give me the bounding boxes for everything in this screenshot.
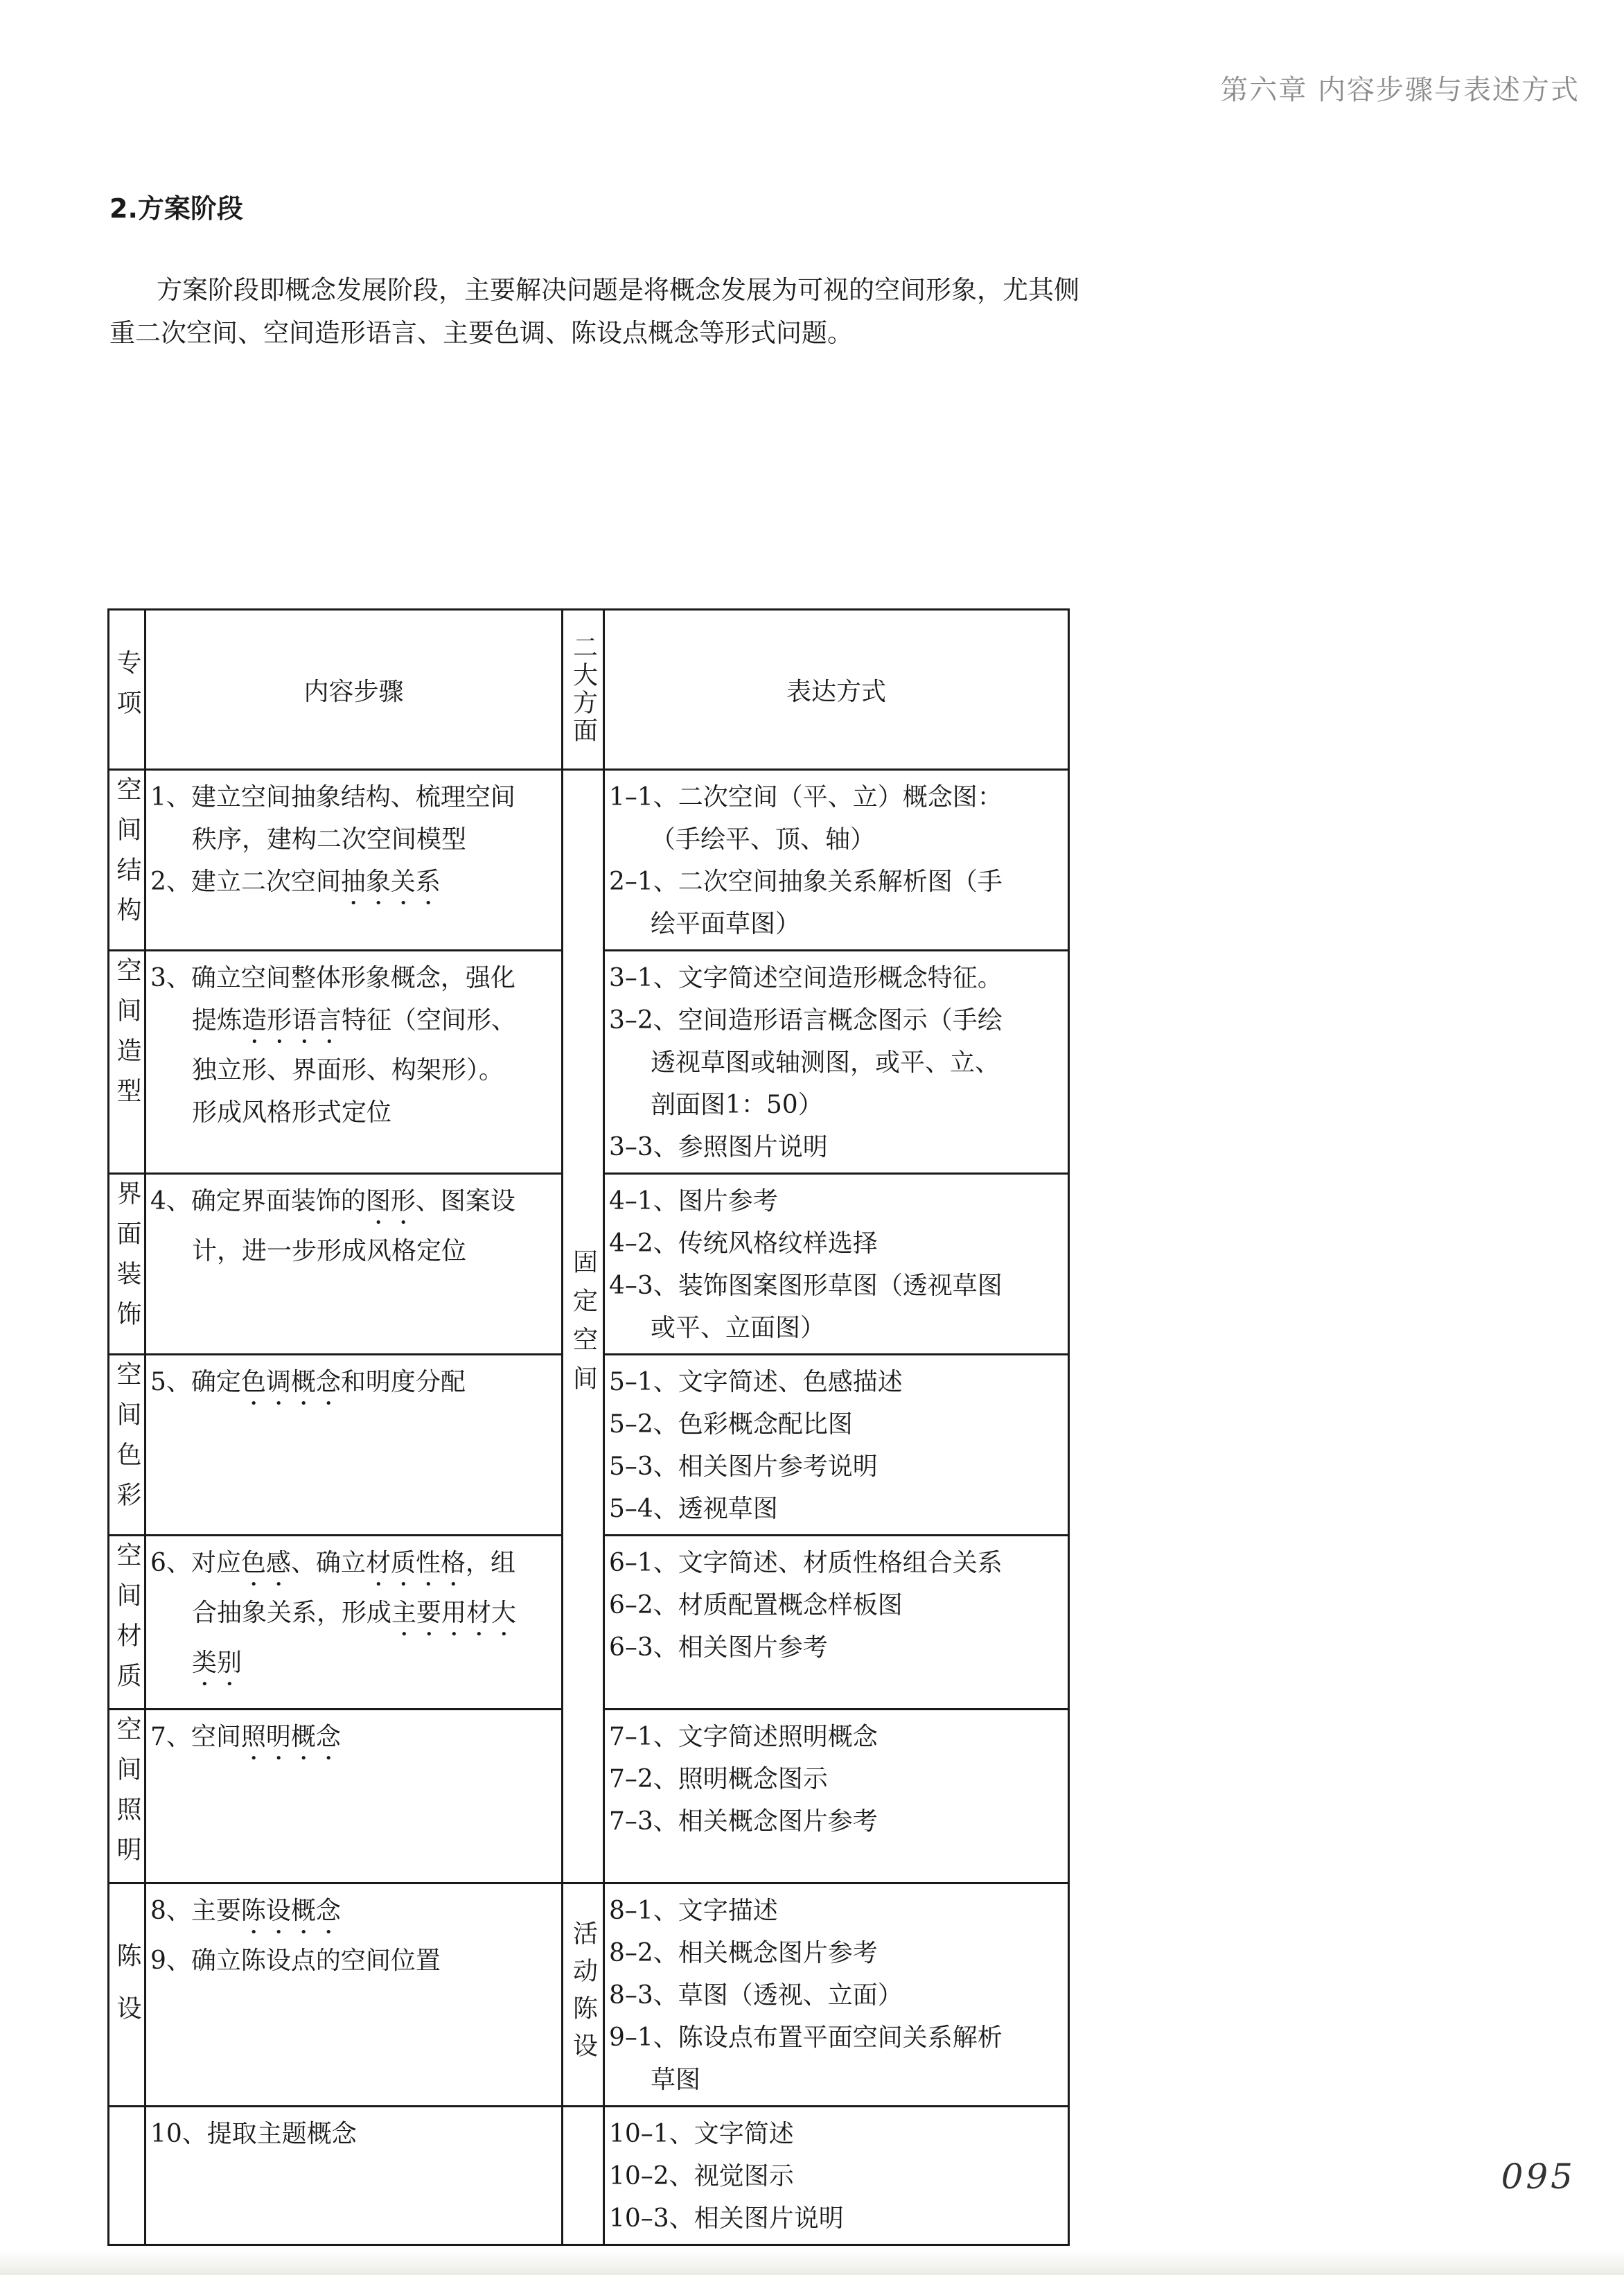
topic-text: 空间结构	[113, 776, 141, 937]
emphasized-text: 材质性格	[365, 1549, 466, 1577]
topic-text: 空间色彩	[113, 1361, 141, 1522]
header-expression	[604, 610, 1069, 770]
page-bottom-edge	[0, 2250, 1624, 2275]
cell-text: 8–1、文字描述	[609, 1897, 778, 1925]
topic-cell	[109, 1174, 145, 1355]
cell-line	[609, 1890, 1065, 1932]
cell-line	[609, 1488, 1065, 1530]
header-steps-text: 内容步骤	[303, 677, 404, 706]
cell-text: 和明度分配	[340, 1368, 466, 1396]
cell-text: 9、确立陈设点的空间位置	[150, 1947, 441, 1975]
emphasized-text: 造形语言	[242, 1006, 342, 1035]
cell-line	[609, 1446, 1065, 1488]
cell-text: 、确立	[290, 1549, 366, 1577]
cell-text: 3、确立空间整体形象概念，强化	[150, 964, 515, 992]
cell-text: 绘平面草图）	[651, 910, 801, 938]
cell-text: 8、主要	[150, 1897, 241, 1925]
cell-text: 形成风格形式定位	[192, 1098, 392, 1127]
topic-cell	[109, 1710, 145, 1883]
cell-text: 7、空间	[150, 1723, 241, 1751]
cell-text: （手绘平、顶、轴）	[651, 825, 876, 854]
aspect-movable-cell	[563, 1883, 604, 2107]
expression-cell	[604, 1174, 1069, 1355]
cell-text: 草图	[651, 2066, 701, 2094]
cell-text: 2、建立二次空间	[150, 868, 341, 896]
header-topic-text: 专项	[113, 649, 141, 730]
topic-cell	[109, 770, 145, 951]
cell-text: 独立形、界面形、构架形）。	[192, 1056, 504, 1084]
cell-line	[150, 999, 558, 1049]
cell-text: 10、提取主题概念	[150, 2120, 357, 2148]
emphasized-text: 陈设概念	[240, 1897, 341, 1925]
aspect-fixed-cell	[563, 770, 604, 1883]
cell-text: 特征（空间形、	[342, 1006, 517, 1035]
cell-text: 8–3、草图（透视、立面）	[609, 1981, 903, 2010]
cell-text: 8–2、相关概念图片参考	[609, 1939, 878, 1967]
cell-line	[150, 1091, 558, 1134]
steps-cell	[145, 1355, 563, 1536]
cell-text: 7–3、相关概念图片参考	[609, 1807, 878, 1836]
emphasized-text: 色感	[240, 1549, 291, 1577]
cell-line	[609, 1084, 1065, 1126]
cell-text: 5–4、透视草图	[609, 1495, 778, 1523]
cell-text: 3–1、文字简述空间造形概念特征。	[609, 964, 1003, 992]
cell-text: 计，进一步形成风格定位	[192, 1237, 467, 1265]
cell-line	[150, 1361, 558, 1411]
topic-text: 界面装饰	[113, 1180, 141, 1341]
expression-cell	[604, 1536, 1069, 1710]
topic-text: 空间材质	[113, 1542, 141, 1703]
topic-cell	[109, 2107, 145, 2245]
steps-cell	[145, 951, 563, 1174]
cell-text: 6–1、文字简述、材质性格组合关系	[609, 1549, 1003, 1577]
cell-line	[150, 1049, 558, 1091]
cell-line	[150, 776, 558, 818]
cell-text: 透视草图或轴测图，或平、立、	[651, 1048, 1000, 1077]
expression-cell	[604, 1710, 1069, 1883]
cell-line	[609, 818, 1065, 861]
emphasized-text: 图形	[365, 1187, 416, 1215]
cell-text: 1、建立空间抽象结构、梳理空间	[150, 783, 515, 811]
steps-cell	[145, 1883, 563, 2107]
cell-line	[609, 957, 1065, 999]
table-row	[109, 770, 1069, 951]
cell-line	[609, 2113, 1065, 2155]
cell-text: 4–2、传统风格纹样选择	[609, 1229, 878, 1258]
cell-line	[150, 861, 558, 911]
cell-line	[609, 776, 1065, 818]
cell-text: 10–1、文字简述	[609, 2120, 794, 2148]
intro-paragraph: 方案阶段即概念发展阶段，主要解决问题是将概念发展为可视的空间形象，尤其侧重二次空间、空间造形语言、主要色调、陈设点概念等形式问题。	[109, 275, 1079, 348]
table-row	[109, 2107, 1069, 2245]
cell-line	[609, 1265, 1065, 1307]
emphasized-text: 类别	[192, 1649, 242, 1677]
cell-line	[609, 1307, 1065, 1349]
cell-line	[150, 1716, 558, 1766]
section-title: 2.方案阶段	[109, 193, 243, 224]
cell-text: 1–1、二次空间（平、立）概念图：	[609, 783, 1003, 811]
cell-line	[150, 1542, 558, 1592]
cell-line	[609, 1180, 1065, 1222]
header-topic	[109, 610, 145, 770]
cell-line	[150, 957, 558, 999]
header-aspect-text: 二大方面	[569, 634, 598, 745]
cell-line	[150, 1180, 558, 1230]
cell-line	[609, 1800, 1065, 1843]
cell-text: 9–1、陈设点布置平面空间关系解析	[609, 2023, 1003, 2052]
cell-line	[609, 1042, 1065, 1084]
cell-line	[609, 1126, 1065, 1168]
cell-line	[609, 1403, 1065, 1446]
page-number: 095	[1501, 2157, 1576, 2197]
cell-line	[150, 1940, 558, 1982]
aspect-movable-text: 活动陈设	[569, 1920, 598, 2070]
cell-line	[609, 1716, 1065, 1758]
emphasized-text: 色调概念	[240, 1368, 341, 1396]
cell-line	[609, 1758, 1065, 1800]
cell-line	[609, 999, 1065, 1042]
cell-text: ，组	[465, 1549, 515, 1577]
cell-line	[609, 1626, 1065, 1669]
cell-text: 或平、立面图）	[651, 1314, 826, 1342]
topic-text: 空间造型	[113, 957, 141, 1118]
cell-text: 7–2、照明概念图示	[609, 1765, 828, 1793]
cell-text: 10–2、视觉图示	[609, 2162, 794, 2190]
expression-cell	[604, 1883, 1069, 2107]
cell-line	[609, 2017, 1065, 2059]
cell-line	[609, 2155, 1065, 2197]
cell-line	[609, 1542, 1065, 1584]
cell-line	[609, 861, 1065, 903]
cell-text: 5–1、文字简述、色感描述	[609, 1368, 903, 1396]
topic-cell	[109, 1355, 145, 1536]
cell-text: 6–3、相关图片参考	[609, 1633, 828, 1662]
emphasized-text: 照明概念	[240, 1723, 341, 1751]
header-aspect	[563, 610, 604, 770]
aspect-fixed-text: 固定空间	[569, 1249, 598, 1404]
expression-cell	[604, 1355, 1069, 1536]
emphasized-text: 抽象关系	[340, 868, 441, 896]
steps-cell	[145, 1174, 563, 1355]
chapter-header: 第六章 内容步骤与表述方式	[1220, 74, 1580, 106]
steps-cell	[145, 2107, 563, 2245]
steps-cell	[145, 1710, 563, 1883]
cell-text: 合抽象关系，形成	[192, 1599, 392, 1627]
cell-line	[609, 1974, 1065, 2017]
cell-text: 4–1、图片参考	[609, 1187, 778, 1215]
table-row	[109, 1883, 1069, 2107]
cell-text: 6–2、材质配置概念样板图	[609, 1591, 903, 1619]
cell-text: 剖面图1：50）	[651, 1091, 823, 1119]
cell-line	[150, 1230, 558, 1272]
content-steps-table	[107, 608, 1070, 2246]
cell-line	[150, 1592, 558, 1642]
steps-cell	[145, 1536, 563, 1710]
cell-text: 秩序，建构二次空间模型	[192, 825, 467, 854]
cell-text: 7–1、文字简述照明概念	[609, 1723, 878, 1751]
cell-line	[150, 1642, 558, 1692]
aspect-empty-cell	[563, 2107, 604, 2245]
cell-line	[150, 818, 558, 861]
cell-line	[150, 1890, 558, 1940]
topic-cell	[109, 951, 145, 1174]
steps-cell	[145, 770, 563, 951]
cell-line	[609, 903, 1065, 945]
cell-text: 提炼	[192, 1006, 242, 1035]
cell-text: 4、确定界面装饰的	[150, 1187, 366, 1215]
cell-text: 2–1、二次空间抽象关系解析图（手	[609, 868, 1003, 896]
topic-text: 空间照明	[113, 1716, 141, 1877]
header-steps	[145, 610, 563, 770]
cell-line	[609, 1584, 1065, 1626]
cell-text: 5–3、相关图片参考说明	[609, 1452, 878, 1481]
cell-line	[609, 2197, 1065, 2240]
cell-text: 5–2、色彩概念配比图	[609, 1410, 853, 1439]
cell-line	[150, 2113, 558, 2155]
header-expression-text: 表达方式	[786, 677, 886, 706]
topic-cell	[109, 1883, 145, 2107]
cell-text: 10–3、相关图片说明	[609, 2204, 844, 2233]
cell-text: 3–3、参照图片说明	[609, 1133, 828, 1161]
topic-cell	[109, 1536, 145, 1710]
cell-text: 6、对应	[150, 1549, 241, 1577]
cell-text: 4–3、装饰图案图形草图（透视草图	[609, 1272, 1003, 1300]
emphasized-text: 主要用材大	[391, 1599, 517, 1627]
cell-text: 5、确定	[150, 1368, 241, 1396]
expression-cell	[604, 2107, 1069, 2245]
topic-text: 陈设	[113, 1942, 141, 2048]
expression-cell	[604, 951, 1069, 1174]
cell-text: 、图案设	[415, 1187, 515, 1215]
cell-line	[609, 2059, 1065, 2101]
cell-line	[609, 1222, 1065, 1265]
cell-line	[609, 1932, 1065, 1974]
cell-text: 3–2、空间造形语言概念图示（手绘	[609, 1006, 1003, 1035]
expression-cell	[604, 770, 1069, 951]
cell-line	[609, 1361, 1065, 1403]
